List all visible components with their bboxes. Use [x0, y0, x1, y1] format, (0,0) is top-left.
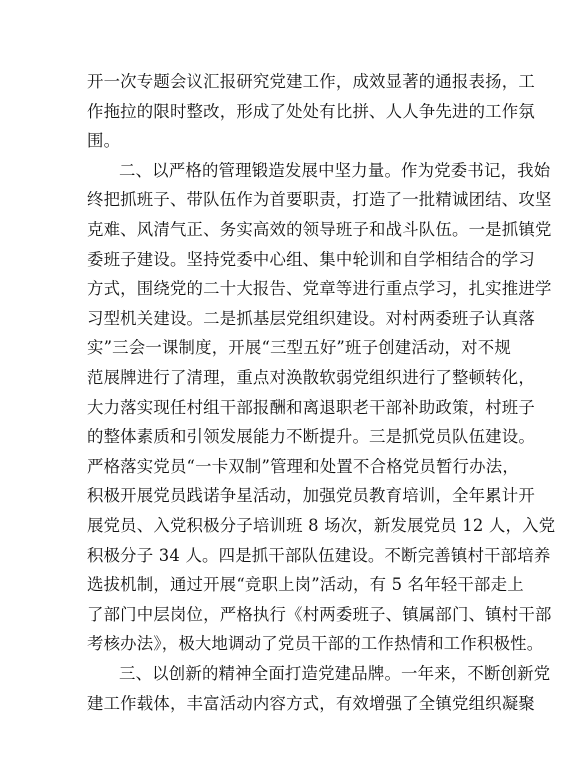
text-line: 方式，围绕党的二十大报告、党章等进行重点学习，扎实推进学	[87, 279, 552, 299]
text-line: 积极开展党员践诺争星活动，加强党员教育培训，全年累计开	[87, 486, 535, 506]
text-line: 克难、风清气正、务实高效的领导班子和战斗队伍。一是抓镇党	[87, 220, 552, 239]
text-line: 范展牌进行了清理，重点对涣散软弱党组织进行了整顿转化，	[87, 368, 535, 387]
text-line: 围。	[87, 131, 121, 151]
text-line: 了部门中层岗位，严格执行《村两委班子、镇属部门、镇村干部	[87, 604, 552, 624]
text-line: 建工作载体，丰富活动内容方式，有效增强了全镇党组织凝聚	[87, 693, 535, 713]
text-line: 大力落实现任村组干部报酬和离退职老干部补助政策，村班子	[87, 397, 535, 417]
section-heading-line: 二、以严格的管理锻造发展中坚力量。作为党委书记，我始	[119, 160, 551, 180]
text-line: 考核办法》，极大地调动了党员干部的工作热情和工作积极性。	[87, 634, 544, 654]
text-line: 开一次专题会议汇报研究党建工作，成效显著的通报表扬，工	[87, 72, 535, 91]
text-line: 委班子建设。坚持党委中心组、集中轮训和自学相结合的学习	[87, 249, 535, 269]
text-line: 习型机关建设。二是抓基层党组织建设。对村两委班子认真落	[87, 308, 535, 328]
text-line: 严格落实党员“一卡双制”管理和处置不合格党员暂行办法，	[87, 456, 519, 476]
text-line: 终把抓班子、带队伍作为首要职责，打造了一批精诚团结、攻坚	[87, 190, 552, 210]
text-line: 的整体素质和引领发展能力不断提升。三是抓党员队伍建设。	[87, 427, 535, 447]
section-heading-line: 三、以创新的精神全面打造党建品牌。一年来，不断创新党	[119, 664, 551, 683]
text-line: 展党员、入党积极分子培训班 8 场次，新发展党员 12 人，入党	[87, 516, 556, 535]
text-line: 积极分子 34 人。四是抓干部队伍建设。不断完善镇村干部培养	[87, 545, 551, 565]
text-line: 实”三会一课制度，开展“三型五好”班子创建活动，对不规	[87, 338, 511, 358]
text-line: 作拖拉的限时整改，形成了处处有比拼、人人争先进的工作氛	[87, 101, 535, 121]
text-line: 选拔机制，通过开展“竞职上岗”活动，有 5 名年轻干部走上	[87, 575, 524, 595]
